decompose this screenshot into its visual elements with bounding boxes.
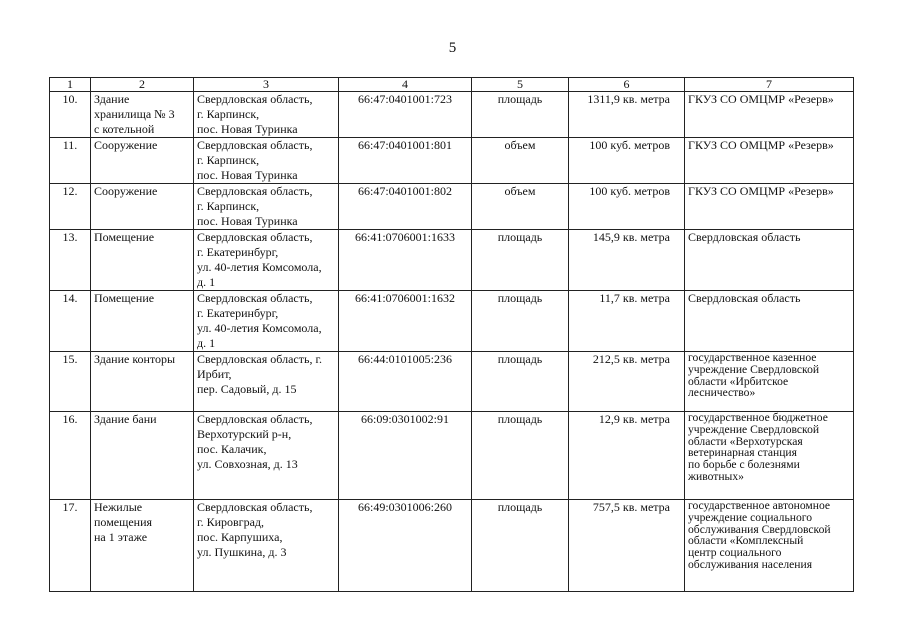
measure-kind: площадь: [472, 412, 569, 500]
object-name-line: хранилища № 3: [94, 107, 175, 121]
table-row: [50, 500, 854, 592]
object-name-line: Помещение: [94, 230, 155, 244]
address-line: г. Кировград,: [197, 515, 265, 529]
right-holder-line: учреждение социального: [688, 510, 813, 524]
column-header: 1: [50, 78, 91, 92]
measure-value: 11,7 кв. метра: [569, 291, 685, 352]
right-holder: [685, 291, 854, 352]
table-row: [50, 92, 854, 138]
property-table: [49, 77, 854, 592]
cadastral-number: 66:47:0401001:801: [339, 138, 472, 184]
measure-value: 100 куб. метров: [569, 138, 685, 184]
address-line: г. Карпинск,: [197, 199, 260, 213]
row-number: 10.: [50, 92, 91, 138]
right-holder-line: обслуживания населения: [688, 557, 813, 571]
header-row: [50, 78, 854, 92]
address-line: г. Карпинск,: [197, 107, 260, 121]
object-name-line: на 1 этаже: [94, 530, 148, 544]
right-holder-line: государственное бюджетное: [688, 411, 828, 424]
page-number: 5: [448, 40, 457, 56]
column-header: 3: [194, 78, 339, 92]
column-header: 2: [91, 78, 194, 92]
address-line: д. 1: [197, 275, 216, 289]
object-name: [91, 92, 194, 138]
address-line: Свердловская область,: [197, 230, 313, 244]
address-line: Верхотурский р-н,: [197, 427, 292, 441]
object-name-line: Здание бани: [94, 412, 157, 426]
measure-kind: площадь: [472, 92, 569, 138]
address-line: г. Екатеринбург,: [197, 245, 279, 259]
right-holder-line: ветеринарная станция: [688, 446, 797, 460]
object-address: [194, 500, 339, 592]
address-line: Свердловская область,: [197, 412, 313, 426]
right-holder-line: по борьбе с болезнями: [688, 458, 800, 472]
cadastral-number: 66:09:0301002:91: [339, 412, 472, 500]
right-holder-line: ГКУЗ СО ОМЦМР «Резерв»: [688, 138, 834, 152]
address-line: пос. Калачик,: [197, 442, 267, 456]
right-holder-line: обслуживания Свердловской: [688, 522, 831, 536]
column-header: 4: [339, 78, 472, 92]
right-holder-line: области «Верхотурская: [688, 434, 803, 448]
right-holder: [685, 230, 854, 291]
object-address: [194, 412, 339, 500]
table-row: [50, 352, 854, 412]
object-address: [194, 92, 339, 138]
object-name: [91, 184, 194, 230]
row-number: 16.: [50, 412, 91, 500]
measure-value: 145,9 кв. метра: [569, 230, 685, 291]
object-name: [91, 291, 194, 352]
object-name-line: Сооружение: [94, 184, 158, 198]
right-holder-line: Свердловская область: [688, 230, 801, 244]
address-line: пос. Новая Туринка: [197, 214, 298, 228]
object-name: [91, 138, 194, 184]
right-holder-line: области «Ирбитское: [688, 374, 789, 388]
right-holder: [685, 92, 854, 138]
object-address: [194, 184, 339, 230]
cadastral-number: 66:41:0706001:1633: [339, 230, 472, 291]
object-name-line: с котельной: [94, 122, 155, 136]
address-line: ул. Совхозная, д. 13: [197, 457, 298, 471]
address-line: Свердловская область,: [197, 184, 313, 198]
column-header: 6: [569, 78, 685, 92]
cadastral-number: 66:47:0401001:723: [339, 92, 472, 138]
right-holder-line: Свердловская область: [688, 291, 801, 305]
object-name-line: Здание конторы: [94, 352, 176, 366]
row-number: 13.: [50, 230, 91, 291]
address-line: пос. Новая Туринка: [197, 168, 298, 182]
object-name-line: Здание: [94, 92, 130, 106]
cadastral-number: 66:49:0301006:260: [339, 500, 472, 592]
right-holder-line: государственное казенное: [688, 351, 817, 364]
address-line: Свердловская область, г.: [197, 352, 323, 366]
row-number: 15.: [50, 352, 91, 412]
right-holder: [685, 138, 854, 184]
column-header: 5: [472, 78, 569, 92]
object-name: [91, 352, 194, 412]
measure-kind: площадь: [472, 230, 569, 291]
object-name: [91, 412, 194, 500]
address-line: ул. Пушкина, д. 3: [197, 545, 287, 559]
column-header: 7: [685, 78, 854, 92]
address-line: Свердловская область,: [197, 92, 313, 106]
object-address: [194, 138, 339, 184]
address-line: Ирбит,: [197, 367, 232, 381]
measure-value: 12,9 кв. метра: [569, 412, 685, 500]
address-line: д. 1: [197, 336, 216, 350]
measure-kind: объем: [472, 184, 569, 230]
measure-value: 757,5 кв. метра: [569, 500, 685, 592]
address-line: ул. 40-летия Комсомола,: [197, 321, 322, 335]
table-row: [50, 138, 854, 184]
object-address: [194, 291, 339, 352]
address-line: ул. 40-летия Комсомола,: [197, 260, 322, 274]
address-line: Свердловская область,: [197, 500, 313, 514]
object-address: [194, 352, 339, 412]
measure-value: 212,5 кв. метра: [569, 352, 685, 412]
address-line: г. Екатеринбург,: [197, 306, 279, 320]
table-row: [50, 184, 854, 230]
object-name-line: Сооружение: [94, 138, 158, 152]
measure-value: 100 куб. метров: [569, 184, 685, 230]
address-line: пер. Садовый, д. 15: [197, 382, 297, 396]
address-line: пос. Новая Туринка: [197, 122, 298, 136]
right-holder: [685, 352, 854, 412]
measure-value: 1311,9 кв. метра: [569, 92, 685, 138]
address-line: пос. Карпушиха,: [197, 530, 283, 544]
object-name-line: помещения: [94, 515, 153, 529]
right-holder-line: лесничество»: [688, 386, 756, 400]
right-holder-line: центр социального: [688, 546, 782, 560]
right-holder-line: животных»: [688, 469, 744, 483]
row-number: 17.: [50, 500, 91, 592]
measure-kind: площадь: [472, 500, 569, 592]
right-holder-line: учреждение Свердловской: [688, 422, 820, 436]
cadastral-number: 66:44:0101005:236: [339, 352, 472, 412]
table-row: [50, 412, 854, 500]
right-holder: [685, 412, 854, 500]
right-holder-line: учреждение Свердловской: [688, 362, 820, 376]
measure-kind: площадь: [472, 291, 569, 352]
right-holder: [685, 500, 854, 592]
row-number: 11.: [50, 138, 91, 184]
cadastral-number: 66:41:0706001:1632: [339, 291, 472, 352]
row-number: 14.: [50, 291, 91, 352]
cadastral-number: 66:47:0401001:802: [339, 184, 472, 230]
measure-kind: объем: [472, 138, 569, 184]
address-line: Свердловская область,: [197, 291, 313, 305]
table-row: [50, 230, 854, 291]
table-row: [50, 291, 854, 352]
object-name-line: Нежилые: [94, 500, 143, 514]
right-holder: [685, 184, 854, 230]
object-name-line: Помещение: [94, 291, 155, 305]
right-holder-line: области «Комплексный: [688, 534, 804, 548]
right-holder-line: государственное автономное: [688, 499, 831, 512]
object-address: [194, 230, 339, 291]
measure-kind: площадь: [472, 352, 569, 412]
right-holder-line: ГКУЗ СО ОМЦМР «Резерв»: [688, 92, 834, 106]
row-number: 12.: [50, 184, 91, 230]
object-name: [91, 230, 194, 291]
right-holder-line: ГКУЗ СО ОМЦМР «Резерв»: [688, 184, 834, 198]
address-line: г. Карпинск,: [197, 153, 260, 167]
address-line: Свердловская область,: [197, 138, 313, 152]
object-name: [91, 500, 194, 592]
